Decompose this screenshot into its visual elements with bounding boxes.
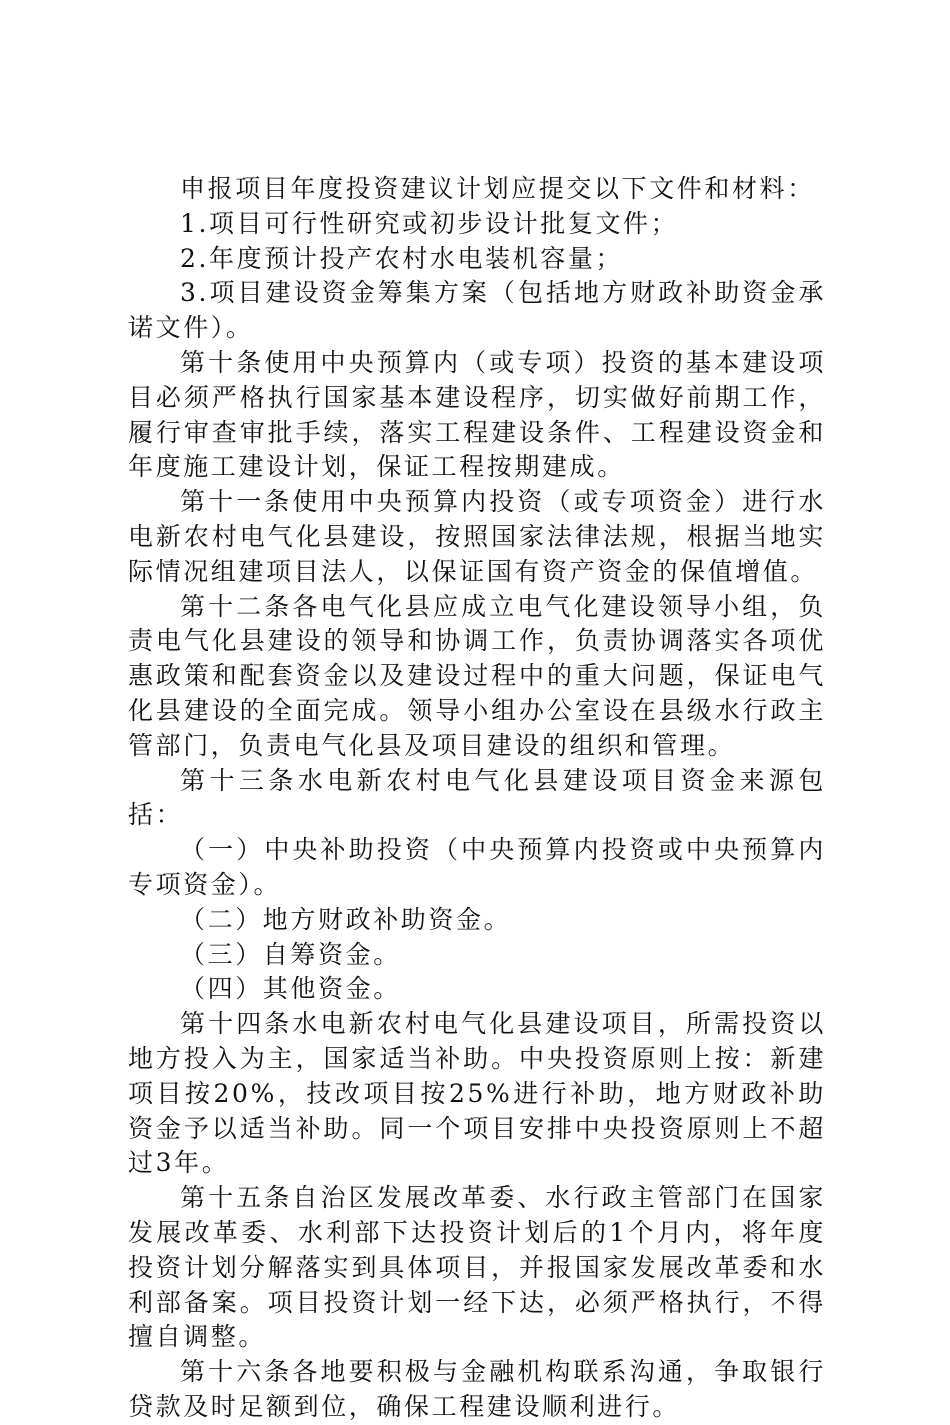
paragraph-article-12: 第十二条各电气化县应成立电气化建设领导小组，负责电气化县建设的领导和协调工作，负责协调落实各项优惠政策和配套资金以及建设过程中的重大问题，保证电气化县建设的全面完成。领导小组办公室设在县级水行政主管部门，负责电气化县及项目建设的组织和管理。 xyxy=(128,591,826,760)
paragraph-item-2: 2.年度预计投产农村水电装机容量； xyxy=(180,243,624,273)
paragraph-item-3: 3.项目建设资金筹集方案（包括地方财政补助资金承诺文件）。 xyxy=(128,278,826,343)
paragraph-source-2: （二）地方财政补助资金。 xyxy=(180,904,512,934)
paragraph-article-13: 第十三条水电新农村电气化县建设项目资金来源包括： xyxy=(128,765,826,830)
paragraph-intro: 申报项目年度投资建议计划应提交以下文件和材料： xyxy=(180,174,815,203)
paragraph-source-4: （四）其他资金。 xyxy=(180,974,401,1004)
paragraph-article-16: 第十六条各地要积极与金融机构联系沟通，争取银行贷款及时足额到位，确保工程建设顺利进行。 xyxy=(128,1357,826,1421)
paragraph-article-15: 第十五条自治区发展改革委、水行政主管部门在国家发展改革委、水利部下达投资计划后的1个月内，将年度投资计划分解落实到具体项目，并报国家发展改革委和水利部备案。项目投资计划一经下达，必须严格执行，不得擅自调整。 xyxy=(128,1183,826,1352)
paragraph-article-11: 第十一条使用中央预算内投资（或专项资金）进行水电新农村电气化县建设，按照国家法律法规，根据当地实际情况组建项目法人，以保证国有资产资金的保值增值。 xyxy=(128,487,826,586)
paragraph-source-1: （一）中央补助投资（中央预算内投资或中央预算内专项资金）。 xyxy=(128,835,826,899)
paragraph-article-14: 第十四条水电新农村电气化县建设项目，所需投资以地方投入为主，国家适当补助。中央投资原则上按：新建项目按20%，技改项目按25%进行补助，地方财政补助资金予以适当补助。同一个项目安排中央投资原则上不超过3年。 xyxy=(128,1009,827,1178)
paragraph-article-10: 第十条使用中央预算内（或专项）投资的基本建设项目必须严格执行国家基本建设程序，切实做好前期工作，履行审查审批手续，落实工程建设条件、工程建设资金和年度施工建设计划，保证工程按期建成。 xyxy=(128,347,826,482)
paragraph-item-1: 1.项目可行性研究或初步设计批复文件； xyxy=(180,208,679,238)
document-body xyxy=(128,172,826,1425)
paragraph-source-3: （三）自筹资金。 xyxy=(180,939,401,969)
